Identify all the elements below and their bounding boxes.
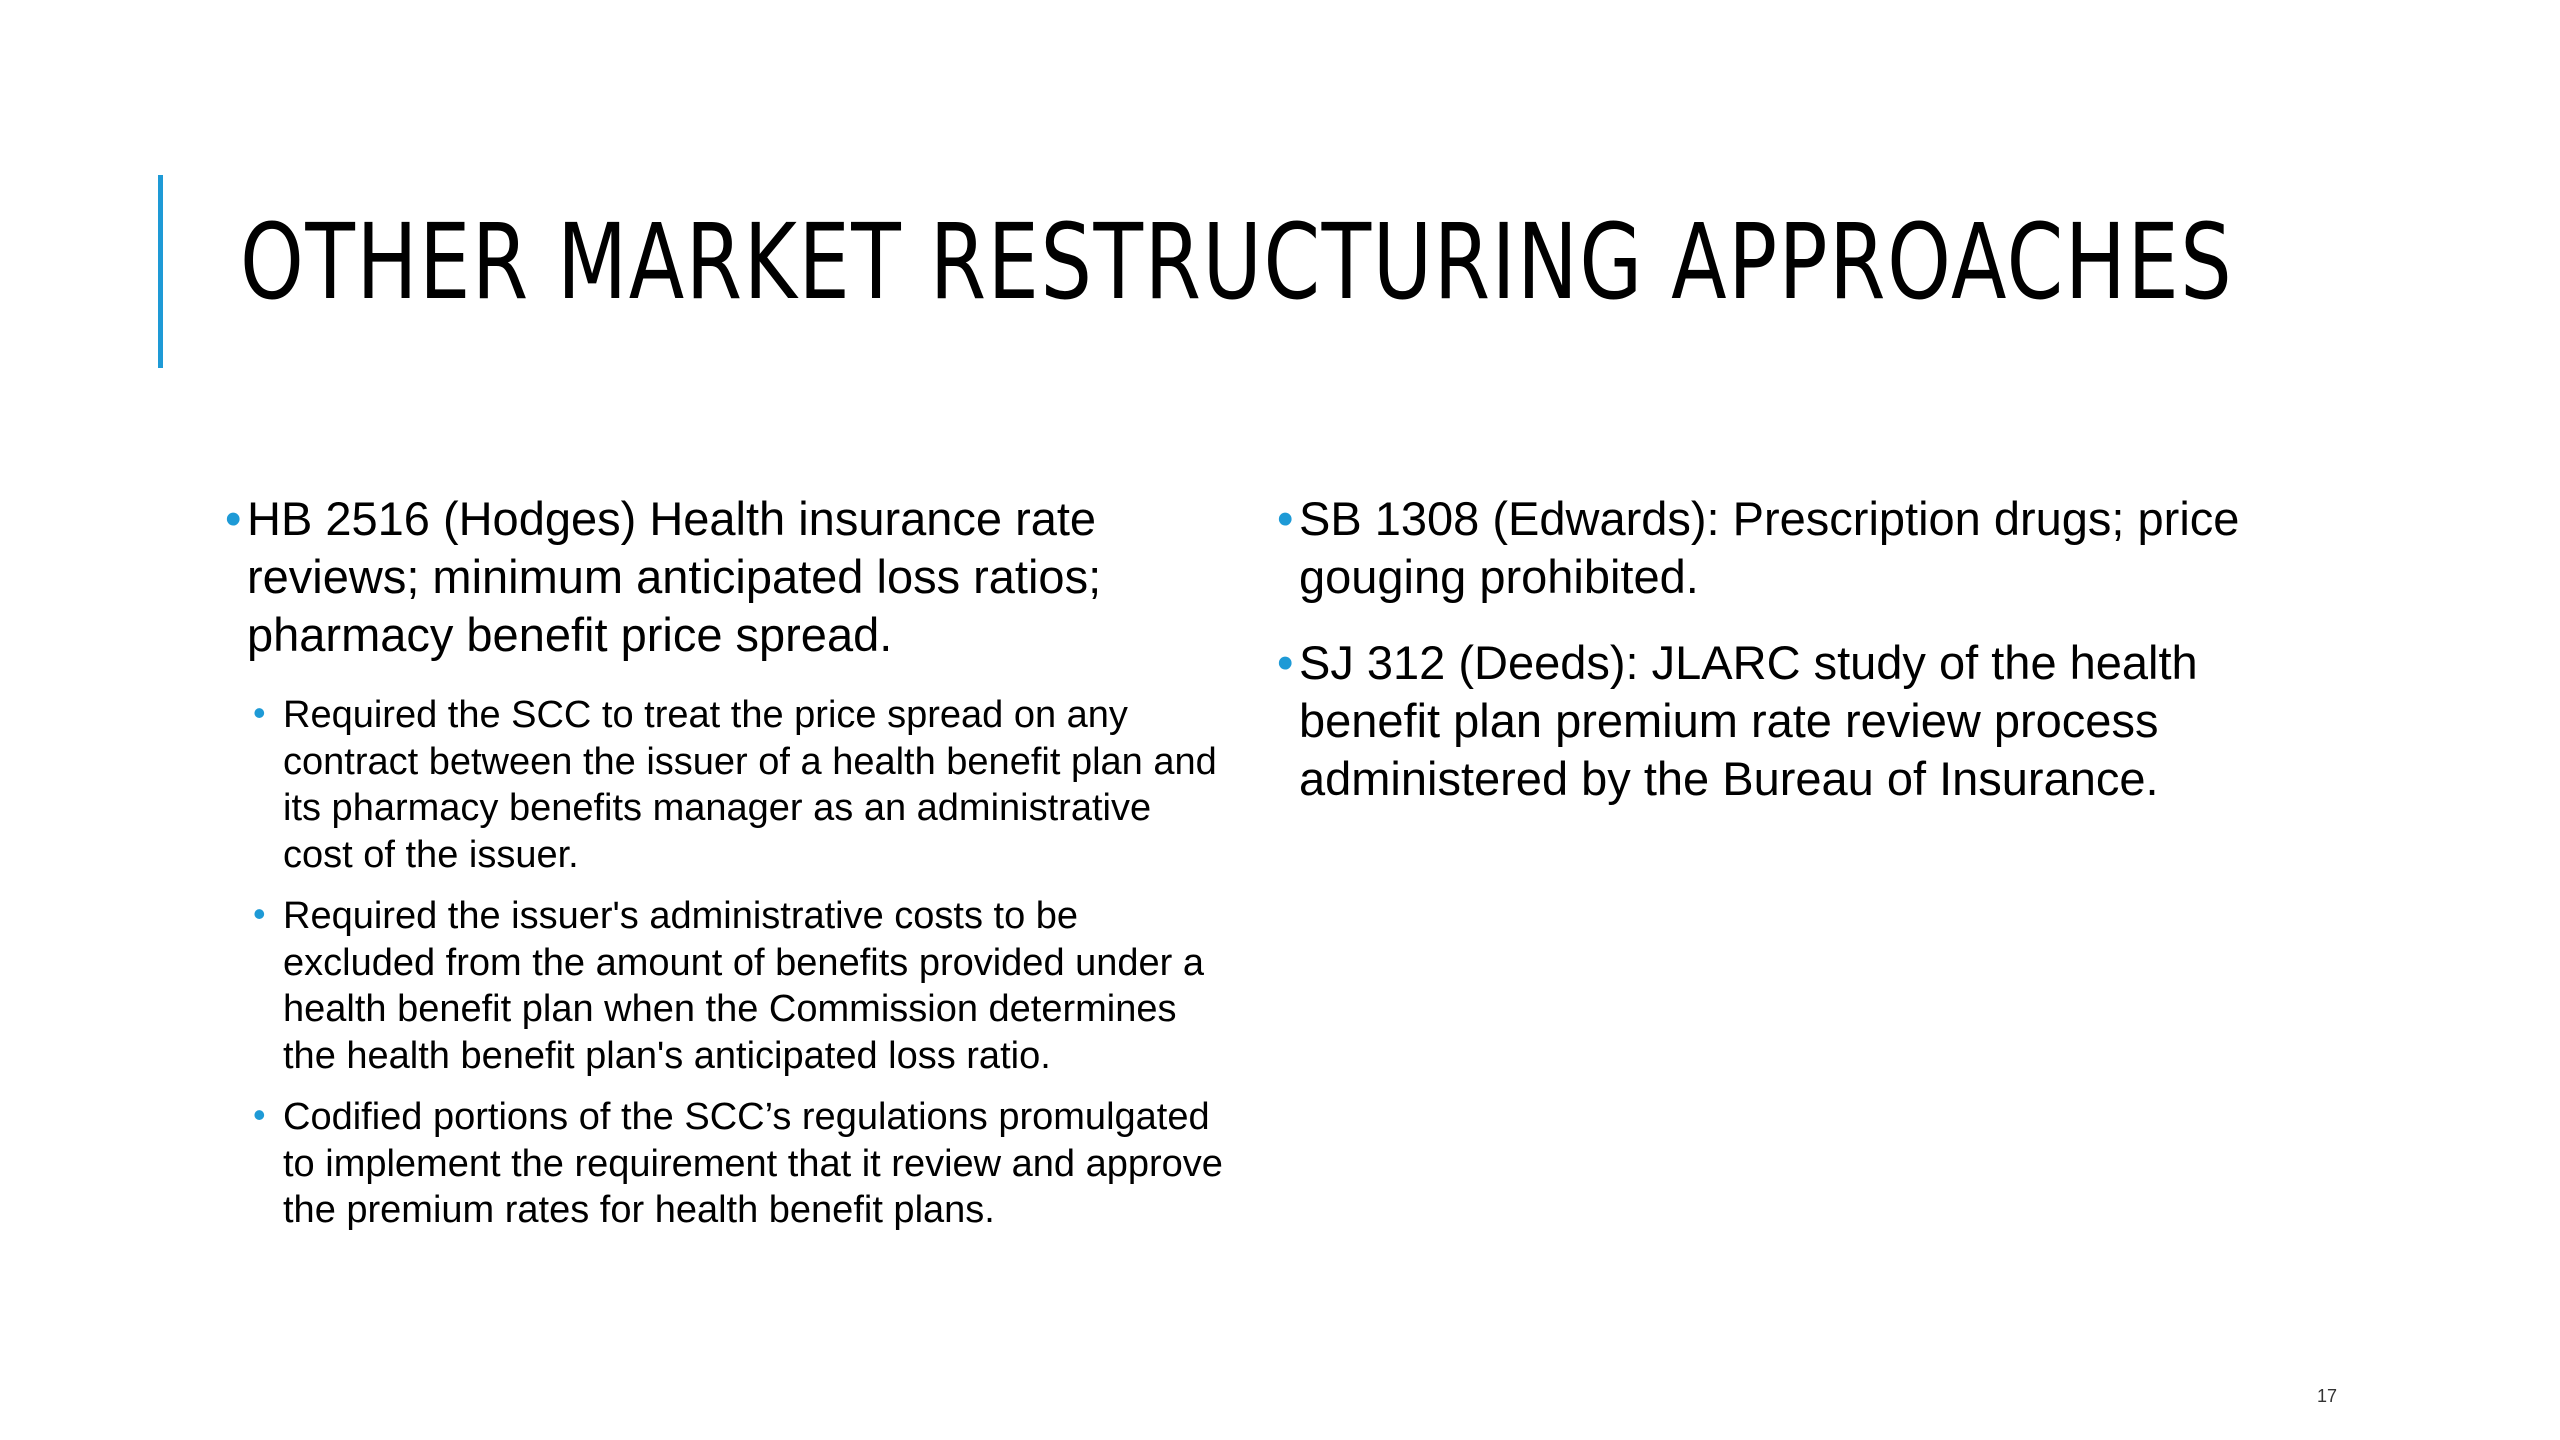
title-accent-bar xyxy=(158,175,163,368)
bullet-text: SJ 312 (Deeds): JLARC study of the health benefit plan premium rate review process administered by the Bureau of Insurance. xyxy=(1299,636,2198,805)
bullet-sj-312 xyxy=(1277,634,2277,808)
right-column xyxy=(1277,490,2277,836)
bullet-icon: • xyxy=(253,692,266,733)
bullet-sb-1308 xyxy=(1277,490,2277,606)
slide-title: OTHER MARKET RESTRUCTURING APPROACHES xyxy=(240,201,2234,323)
bullet-icon: • xyxy=(1277,492,1294,545)
sub-bullet-text: Codified portions of the SCC’s regulations promulgated to implement the requirement that it review and approve the premium rates for health benefit plans. xyxy=(283,1096,1223,1231)
bullet-hb-2516 xyxy=(225,490,1225,664)
bullet-icon: • xyxy=(1277,636,1294,689)
bullet-text: HB 2516 (Hodges) Health insurance rate reviews; minimum anticipated loss ratios; pharmacy benefit price spread. xyxy=(247,492,1102,661)
sub-bullet-text: Required the SCC to treat the price spread on any contract between the issuer of a health benefit plan and its pharmacy benefits manager as an administrative cost of the issuer. xyxy=(283,694,1217,876)
sub-bullet-price-spread xyxy=(225,692,1225,878)
sub-bullet-codified-regulations xyxy=(225,1094,1225,1234)
sub-bullet-list xyxy=(225,692,1225,1234)
page-number: 17 xyxy=(2317,1386,2338,1406)
bullet-icon: • xyxy=(225,492,242,545)
bullet-text: SB 1308 (Edwards): Prescription drugs; price gouging prohibited. xyxy=(1299,492,2240,603)
sub-bullet-text: Required the issuer's administrative costs to be excluded from the amount of benefits provided under a health benefit plan when the Commission determines the health benefit plan's anticipated loss ratio. xyxy=(283,895,1205,1077)
sub-bullet-admin-costs xyxy=(225,893,1225,1079)
left-column xyxy=(225,490,1225,1249)
bullet-icon: • xyxy=(253,1094,266,1135)
bullet-icon: • xyxy=(253,893,266,934)
